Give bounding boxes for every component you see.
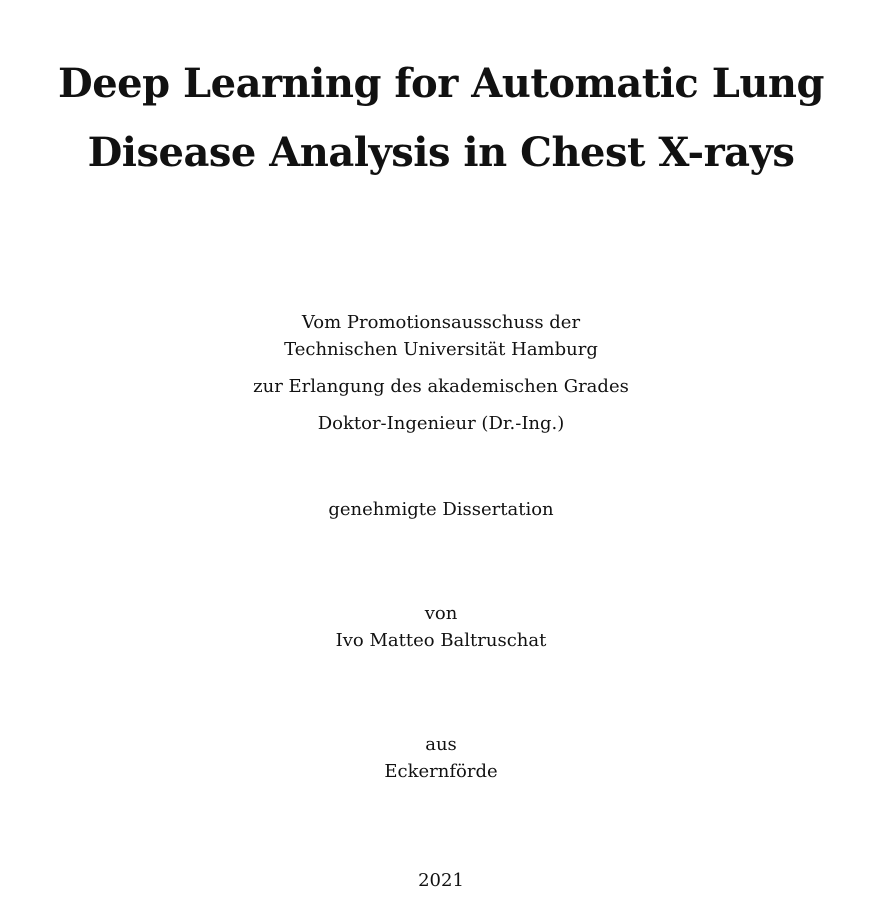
committee-line-2: Technischen Universität Hamburg: [284, 339, 598, 360]
author-prefix: von: [424, 603, 458, 624]
thesis-title-line-1: Deep Learning for Automatic Lung: [58, 60, 824, 107]
committee-line-1: Vom Promotionsausschuss der: [301, 312, 581, 333]
degree-purpose: zur Erlangung des akademischen Grades: [253, 376, 629, 397]
approval-text: genehmigte Dissertation: [328, 499, 554, 520]
degree-name: Doktor-Ingenieur (Dr.-Ing.): [317, 413, 565, 434]
origin-place: Eckernförde: [384, 761, 498, 782]
thesis-title-line-2: Disease Analysis in Chest X-rays: [87, 129, 795, 176]
publication-year: 2021: [418, 870, 464, 891]
origin-prefix: aus: [425, 734, 457, 755]
author-name: Ivo Matteo Baltruschat: [335, 630, 547, 651]
